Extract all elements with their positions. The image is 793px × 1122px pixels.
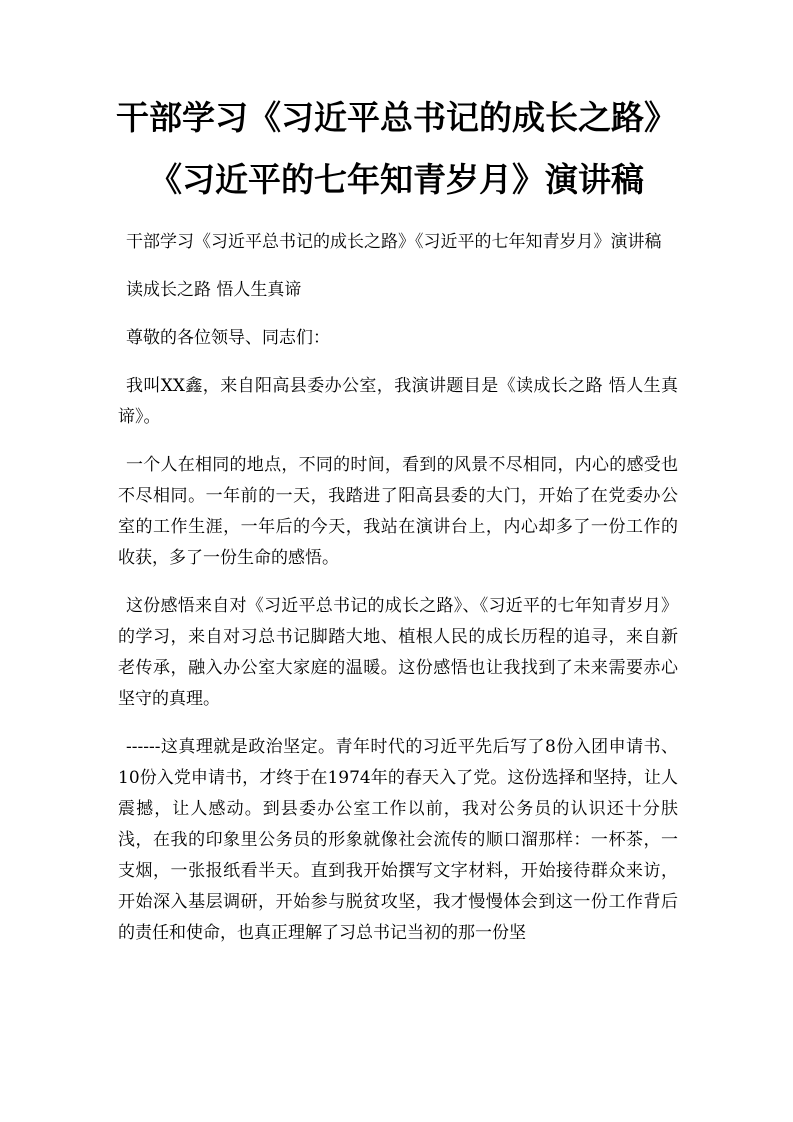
paragraph-body: 一个人在相同的地点，不同的时间，看到的风景不尽相同，内心的感受也不尽相同。一年前的一天，我踏进了阳高县委的大门，开始了在党委办公室的工作生涯，一年后的今天，我站在演讲台上，内心却多了一份工作的收获，多了一份生命的感悟。 [118,455,678,568]
paragraph-subtitle: 干部学习《习近平总书记的成长之路》《习近平的七年知青岁月》演讲稿 [126,232,662,252]
paragraph-intro: 我叫XX鑫，来自阳高县委办公室，我演讲题目是《读成长之路 悟人生真谛》。 [118,376,678,427]
paragraph-theme: 读成长之路 悟人生真谛 [126,280,302,300]
paragraph-body: 这份感悟来自对《习近平总书记的成长之路》、《习近平的七年知青岁月》的学习，来自对习总书记脚踏大地、植根人民的成长历程的追寻，来自新老传承，融入办公室大家庭的温暖。这份感悟也让我找到了未来需要赤心坚守的真理。 [118,596,678,709]
document-title-line-1: 干部学习《习近平总书记的成长之路》 [116,98,677,137]
paragraph-body: ------这真理就是政治坚定。青年时代的习近平先后写了8份入团申请书、10份入党申请书，才终于在1974年的春天入了党。这份选择和坚持，让人震撼，让人感动。到县委办公室工作以前，我对公务员的认识还十分肤浅，在我的印象里公务员的形象就像社会流传的顺口溜那样：一杯茶，一支烟，一张报纸看半天。直到我开始撰写文字材料，开始接待群众来访，开始深入基层调研，开始参与脱贫攻坚，我才慢慢体会到这一份工作背后的责任和使命，也真正理解了习总书记当初的那一份坚 [118,737,678,943]
paragraph-greeting: 尊敬的各位领导、同志们： [126,328,330,348]
document-body [118,227,678,966]
document-title-line-2: 《习近平的七年知青岁月》演讲稿 [149,160,644,199]
